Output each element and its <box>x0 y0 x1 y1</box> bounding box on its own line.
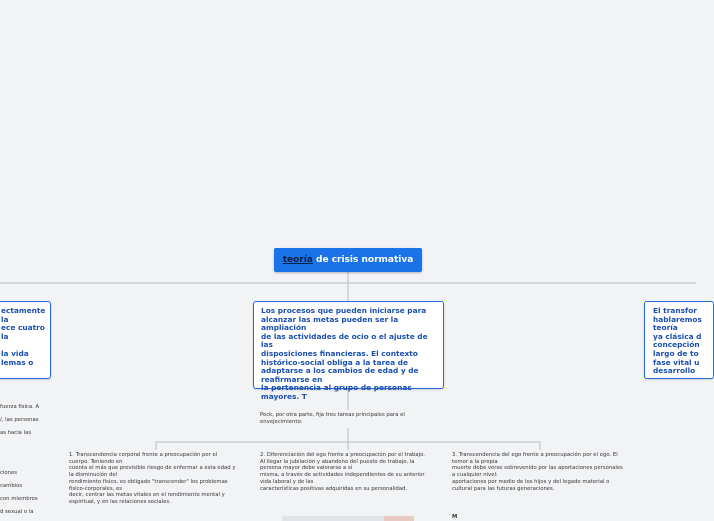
task-3-text[interactable]: 3. Transcendencia del ego frente a preocupación por el ego. El temor a la propia muerte debe verse sobrevenido por las aportaciones personales a cualquier nivel: aportaciones por medio de los hijos y del legado material o cultural para las futuras generaciones. <box>452 452 623 492</box>
left-topic-box[interactable] <box>0 301 51 379</box>
center-topic-box[interactable] <box>253 301 444 401</box>
left-fragment: d sexual o la <box>0 509 34 515</box>
left-fragment: as hacia las <box>0 430 32 436</box>
task-1-text[interactable]: 1. Transcendencia corporal frente a preocupación por el cuerpo. Teniendo en cuenta el más que previsible riesgo de enfermar a esta edad y la disminución del rendimiento físico, es obligado "transcender" los problemas físico-corporales, es decir, centrar las metas vitales en el rendimiento mental y espiritual, y en las relaciones sociales. <box>69 452 236 505</box>
left-fragment: /, las personas <box>0 417 39 423</box>
center-topic-text: Los procesos que pueden iniciarse para alcanzar las metas pueden ser la ampliación de las actividades de ocio o el ajuste de las disposiciones financieras. El contexto histórico-social obliga a la tarea de adaptarse a los cambios de edad y de reafirmarse en la pertenencia al grupo de personas mayores. T <box>261 306 428 401</box>
left-fragment: cambios <box>0 483 23 489</box>
right-topic-text: El transfor hablaremos teoría ya clásica d concepción largo de to fase vital u desarrollo <box>653 306 702 376</box>
root-topic[interactable] <box>274 248 422 272</box>
left-fragment: fuerza física. A <box>0 404 40 410</box>
left-topic-text: ectamente la ece cuatro la la vida lemas o <box>1 306 46 367</box>
bottom-fragment: M <box>452 514 458 520</box>
left-fragment: con miembros <box>0 496 38 502</box>
peck-note[interactable]: Peck, por otra parte, fija tres tareas principales para el envejecimiento: <box>260 412 405 425</box>
root-topic-rest: de crisis normativa <box>312 255 414 265</box>
left-fragment: ciones <box>0 470 18 476</box>
task-2-text[interactable]: 2. Diferenciación del ego frente a preocupación por el trabajo. Al llegar la jubilación y abandono del puesto de trabajo, la persona mayor debe valorarse a sí misma, a través de actividades independientes de su anterior vida laboral y de las características positivas adquiridas en su personalidad. <box>260 452 425 492</box>
right-topic-box[interactable] <box>644 301 714 379</box>
root-topic-underlined: teoría <box>282 255 313 265</box>
